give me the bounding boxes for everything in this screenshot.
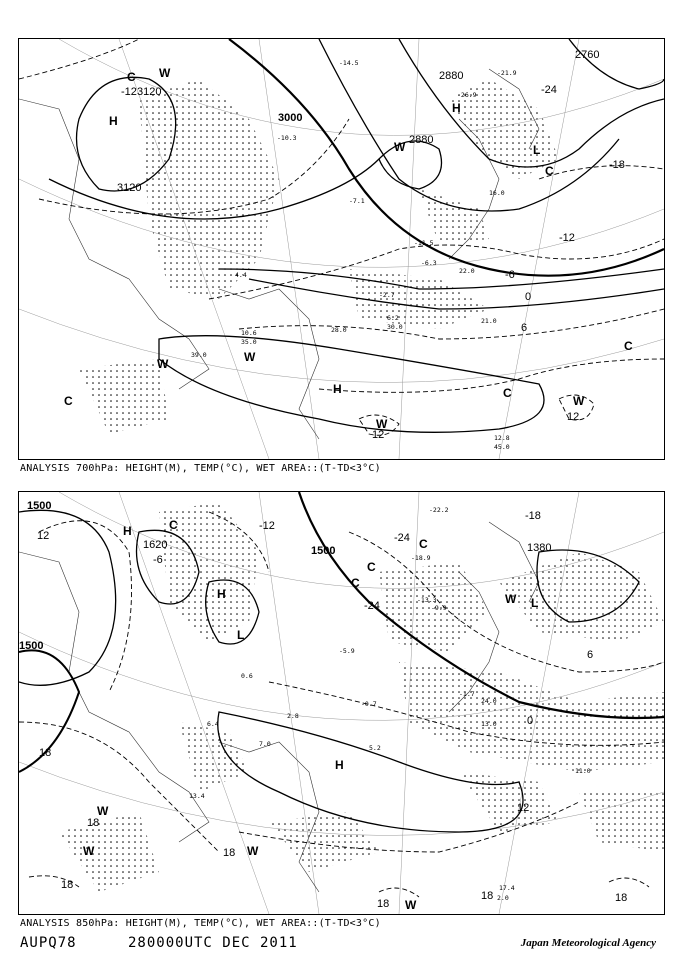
station-value: -2.7 [379,291,395,299]
temperature-label: -12 [121,86,137,98]
station-value: 12.8 [494,434,510,442]
station-value: -14.5 [339,59,359,67]
wet-area-shading [79,79,559,434]
map-700hpa-drawing [19,39,664,459]
map-850hpa-drawing [19,492,664,914]
station-value: -9.9 [431,604,447,612]
temperature-label: 0 [525,291,532,303]
pressure-center: L [533,143,541,157]
temperature-label: 18 [61,879,74,891]
height-label: 3120 [117,182,142,194]
height-label: 2880 [439,70,464,82]
pressure-center: H [109,114,118,128]
temperature-label: -18 [525,510,541,522]
station-value: 4.4 [235,271,247,279]
pressure-center: C [127,70,136,84]
height-label: 1500 [19,640,44,652]
pressure-center: H [217,587,226,601]
pressure-center: W [97,804,109,818]
station-value: 2.0 [497,894,509,902]
station-value: 10.6 [241,329,257,337]
temperature-label: 0 [527,715,534,727]
station-value: 6.4 [207,720,219,728]
pressure-center: W [247,844,259,858]
station-value: 28.0 [331,326,347,334]
temperature-label: -24 [541,84,557,96]
station-value: 16.0 [489,189,505,197]
temperature-label: 18 [223,847,236,859]
pressure-center: W [244,350,256,364]
station-value: -13.3 [417,596,437,604]
temperature-label: -6 [153,554,163,566]
station-value: -5.9 [339,647,355,655]
station-value: -18.9 [411,554,431,562]
station-value: 11.0 [575,767,591,775]
pressure-center: L [237,628,245,642]
station-value: -7.1 [349,197,365,205]
pressure-center: H [335,758,344,772]
temperature-label: -6 [505,269,515,281]
temperature-label: 12 [567,411,580,423]
height-label: 1500 [27,500,52,512]
pressure-center: L [531,596,539,610]
pressure-center: C [503,386,512,400]
pressure-center: W [157,357,169,371]
station-value: -11.5 [414,239,434,247]
temperature-label: -24 [364,600,380,612]
temperature-label: 18 [39,747,52,759]
temperature-label: 12 [37,530,50,542]
pressure-center: W [505,592,517,606]
height-label: 1620 [143,539,168,551]
station-value: 5.2 [369,744,381,752]
station-value: -26.9 [457,91,477,99]
station-value: -0.7 [361,700,377,708]
temperature-label: 6 [521,322,528,334]
station-value: 35.0 [241,338,257,346]
caption-700hpa: ANALYSIS 700hPa: HEIGHT(M), TEMP(°C), WET AREA::(T-TD<3°C) [20,463,381,474]
pressure-center: H [452,101,461,115]
station-value: -22.2 [429,506,449,514]
temperature-label: -12 [259,520,275,532]
upper-air-map-850hpa [18,491,665,915]
station-value: -1.7 [459,690,475,698]
valid-time: 280000UTC DEC 2011 [128,935,298,951]
height-contours [19,492,664,832]
temperature-label: 18 [615,892,628,904]
pressure-center: W [83,844,95,858]
station-value: 13.4 [189,792,205,800]
caption-850hpa: ANALYSIS 850hPa: HEIGHT(M), TEMP(°C), WET AREA::(T-TD<3°C) [20,918,381,929]
pressure-center: W [376,417,388,431]
height-label: 2880 [409,134,434,146]
station-value: 21.0 [481,317,497,325]
height-label: 2760 [575,49,600,61]
station-value: 22.0 [459,267,475,275]
pressure-center: C [624,339,633,353]
wet-area-shading [59,502,664,892]
pressure-center: C [545,164,554,178]
height-label: 1380 [527,542,552,554]
pressure-center: C [351,576,360,590]
station-value: 0.6 [241,672,253,680]
station-value: 13.0 [481,720,497,728]
station-value: 30.0 [387,323,403,331]
temperature-label: -18 [609,159,625,171]
pressure-center: W [159,66,171,80]
pressure-center: H [123,524,132,538]
pressure-center: W [394,140,406,154]
temperature-label: 12 [517,802,530,814]
height-label: 3000 [278,112,303,124]
pressure-center: C [367,560,376,574]
pressure-center: W [405,898,417,912]
temperature-label: 18 [87,817,100,829]
station-value: -21.9 [497,69,517,77]
temperature-label: 18 [481,890,494,902]
temperature-label: 6 [587,649,594,661]
station-value: 17.4 [499,884,515,892]
station-value: -6.3 [421,259,437,267]
station-value: 39.0 [191,351,207,359]
station-value: -10.3 [277,134,297,142]
agency-name: Japan Meteorological Agency [520,937,656,949]
pressure-center: C [419,537,428,551]
station-value: 7.0 [259,740,271,748]
temperature-label: -12 [559,232,575,244]
chart-code: AUPQ78 [20,935,77,951]
temperature-label: 12 [372,429,385,441]
pressure-center: C [64,394,73,408]
pressure-center: H [333,382,342,396]
height-label: 1500 [311,545,336,557]
station-value: 2.8 [287,712,299,720]
temperature-label: -24 [394,532,410,544]
pressure-center: C [169,518,178,532]
station-value: 6.2 [387,314,399,322]
upper-air-map-700hpa [18,38,665,460]
pressure-center: W [573,394,585,408]
height-label: 3120 [137,86,162,98]
station-value: 45.0 [494,443,510,451]
station-value: 24.0 [481,697,497,705]
temperature-label: 18 [377,898,390,910]
